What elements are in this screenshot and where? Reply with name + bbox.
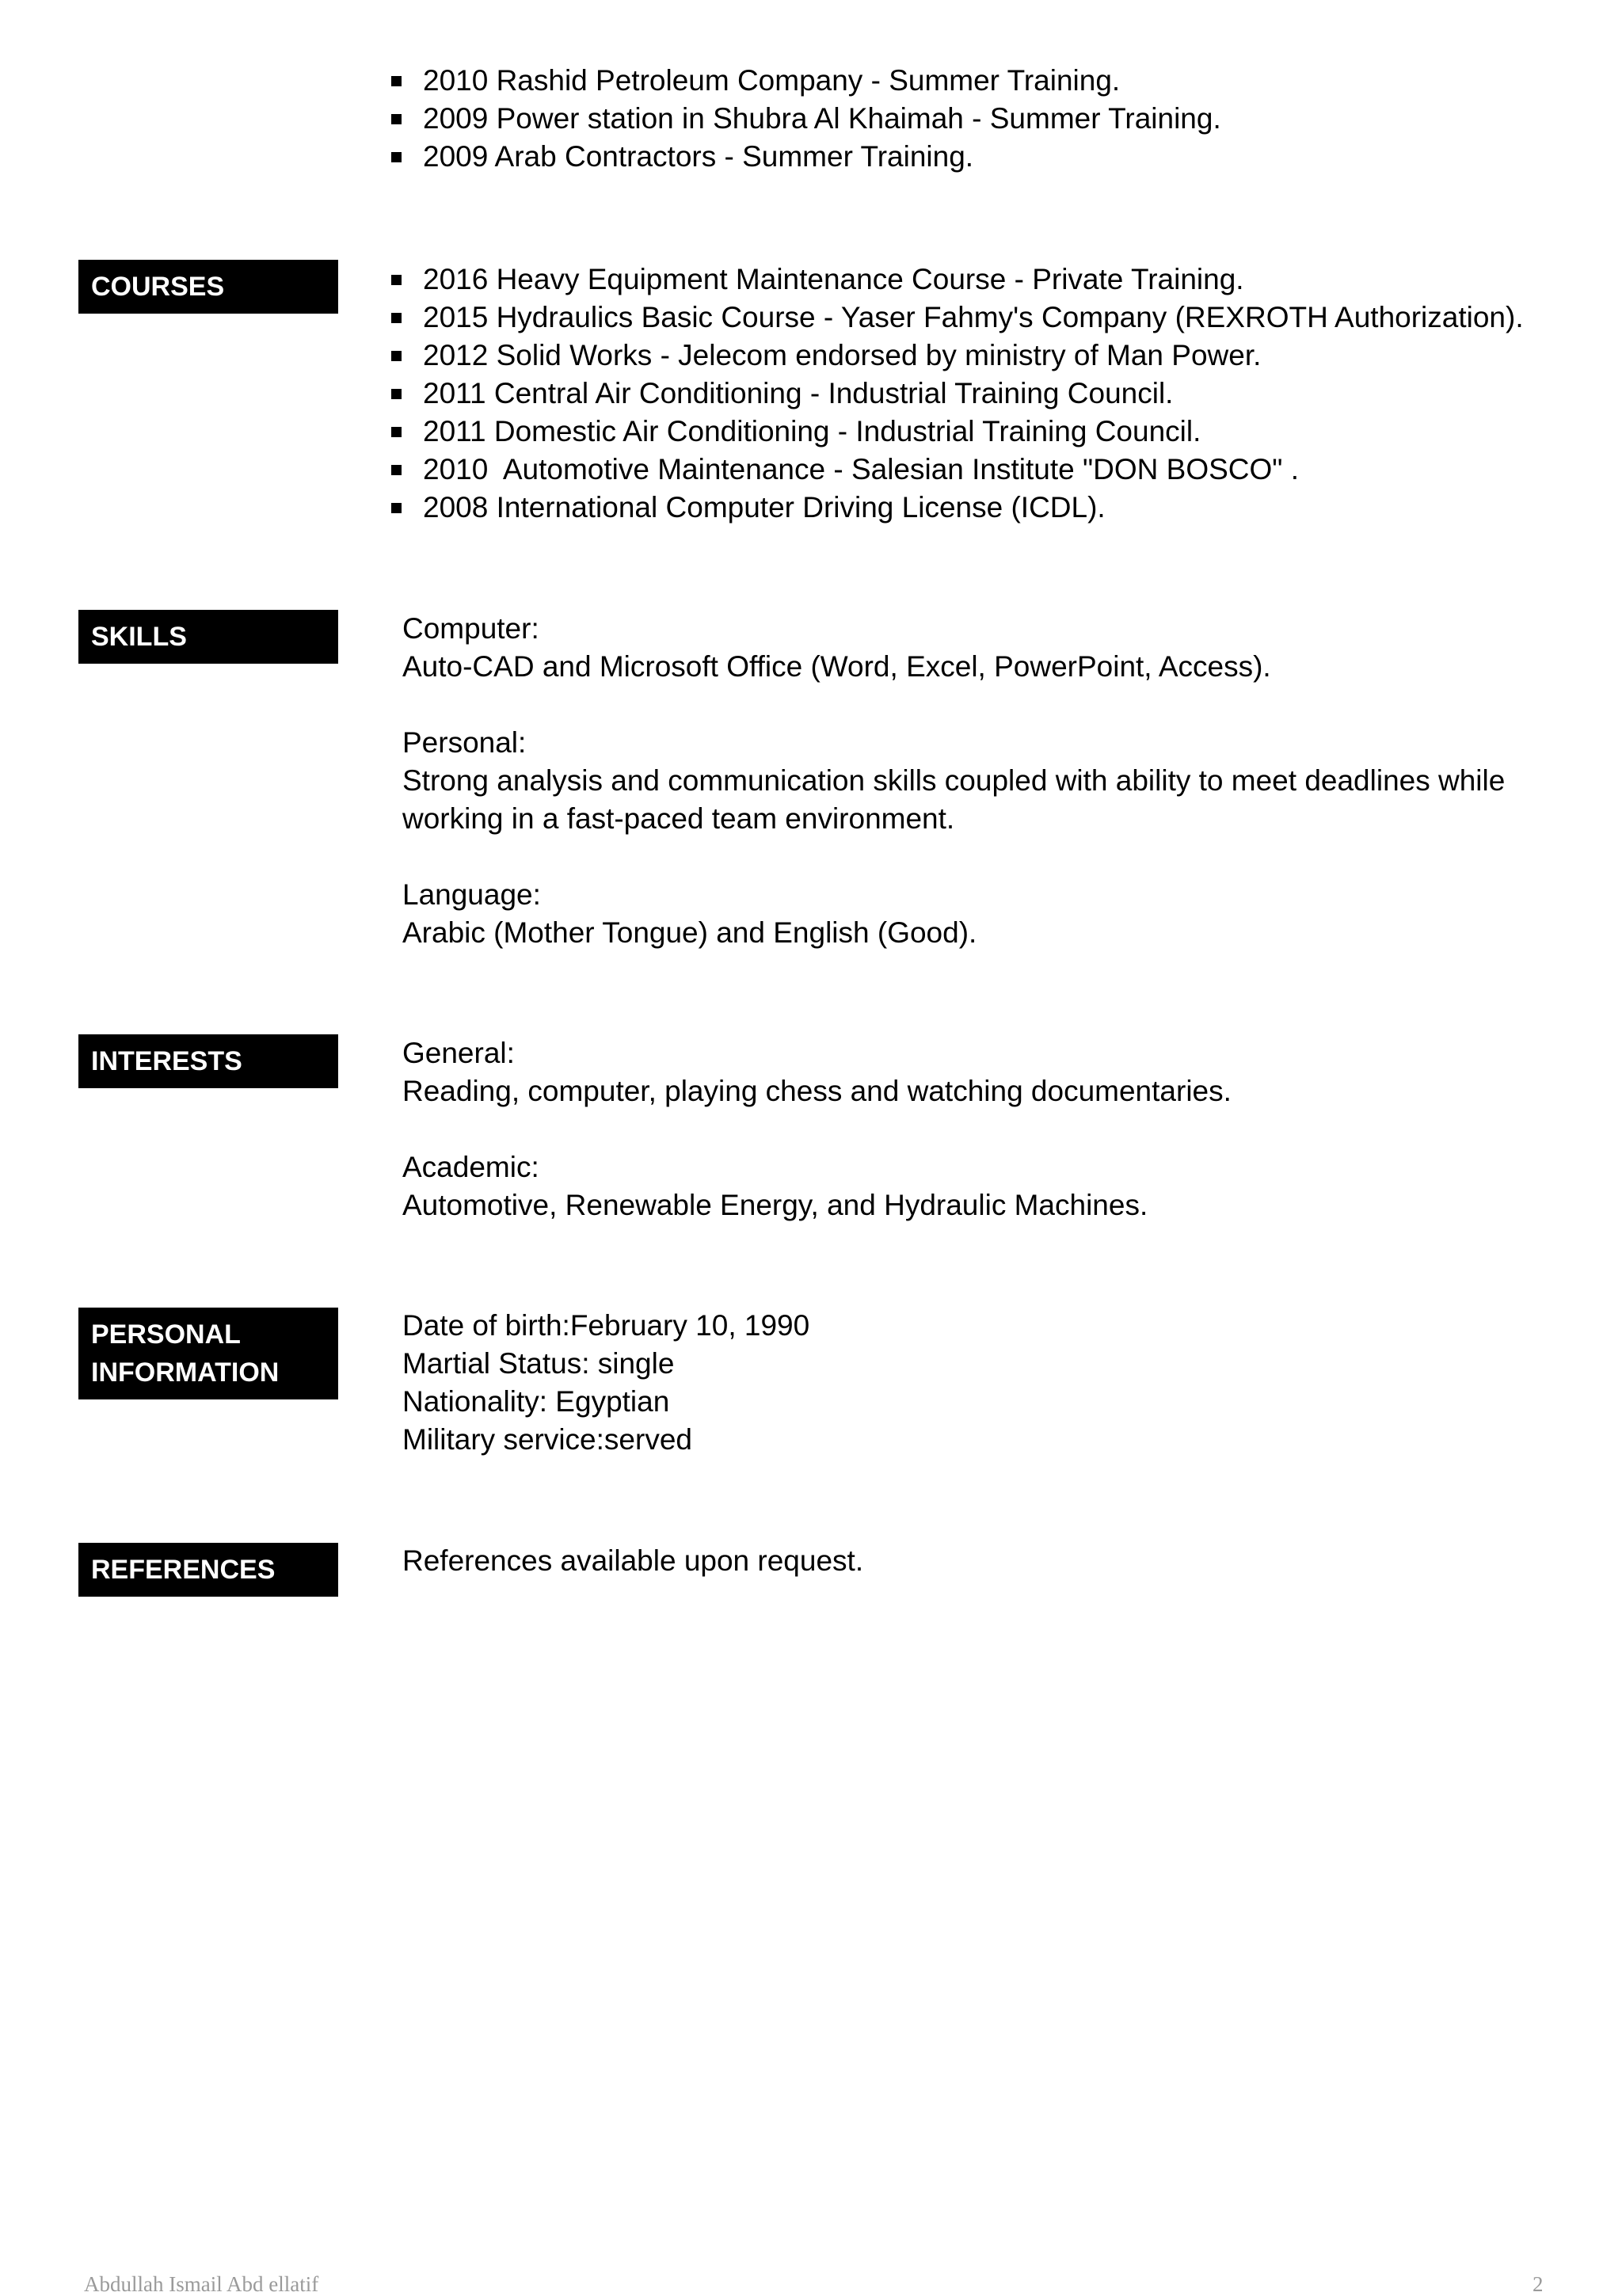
- skills-language-text: Arabic (Mother Tongue) and English (Good).: [402, 916, 977, 949]
- list-item: 2009 Power station in Shubra Al Khaimah - Summer Training.: [388, 100, 1221, 138]
- interests-general-heading: General:: [402, 1037, 515, 1069]
- references-text: References available upon request.: [402, 1544, 864, 1577]
- bullet-square-icon: [391, 76, 402, 86]
- interests-academic-heading: Academic:: [402, 1151, 539, 1183]
- skills-personal-text-2: working in a fast-paced team environment.: [402, 802, 955, 835]
- interests-heading: INTERESTS: [78, 1034, 338, 1088]
- bullet-square-icon: [391, 503, 402, 513]
- skills-language-heading: Language:: [402, 878, 541, 911]
- bullet-square-icon: [391, 351, 402, 361]
- courses-heading: COURSES: [78, 260, 338, 314]
- list-item: 2009 Arab Contractors - Summer Training.: [388, 138, 1221, 176]
- list-item: 2012 Solid Works - Jelecom endorsed by ministry of Man Power.: [388, 337, 1524, 375]
- skills-computer-heading: Computer:: [402, 612, 539, 645]
- skills-computer-text: Auto-CAD and Microsoft Office (Word, Excel, PowerPoint, Access).: [402, 650, 1271, 683]
- list-item: 2010 Rashid Petroleum Company - Summer Training.: [388, 62, 1221, 100]
- personal-information-heading: PERSONAL INFORMATION: [78, 1308, 338, 1399]
- list-item: 2011 Central Air Conditioning - Industrial Training Council.: [388, 375, 1524, 413]
- list-item: 2011 Domestic Air Conditioning - Industrial Training Council.: [388, 413, 1524, 451]
- references-heading: REFERENCES: [78, 1543, 338, 1597]
- references-content: [402, 1542, 1574, 1580]
- list-item: 2015 Hydraulics Basic Course - Yaser Fahmy's Company (REXROTH Authorization).: [388, 299, 1524, 337]
- list-item: 2008 International Computer Driving License (ICDL).: [388, 489, 1524, 527]
- skills-personal-heading: Personal:: [402, 726, 527, 759]
- list-item: 2016 Heavy Equipment Maintenance Course - Private Training.: [388, 261, 1524, 299]
- bullet-square-icon: [391, 114, 402, 124]
- date-of-birth: Date of birth:February 10, 1990: [402, 1309, 810, 1342]
- bullet-square-icon: [391, 389, 402, 399]
- personal-information-content: [402, 1307, 1574, 1459]
- interests-content: [402, 1034, 1574, 1224]
- interests-academic-text: Automotive, Renewable Energy, and Hydraulic Machines.: [402, 1189, 1148, 1221]
- interests-general-text: Reading, computer, playing chess and watching documentaries.: [402, 1075, 1232, 1107]
- marital-status: Martial Status: single: [402, 1347, 675, 1380]
- skills-heading: SKILLS: [78, 610, 338, 664]
- military-service: Military service:served: [402, 1423, 692, 1456]
- courses-list: [388, 261, 1524, 527]
- nationality: Nationality: Egyptian: [402, 1385, 670, 1418]
- bullet-square-icon: [391, 427, 402, 437]
- footer-author-name: Abdullah Ismail Abd ellatif: [84, 2272, 319, 2296]
- footer-page-number: 2: [1533, 2272, 1544, 2296]
- training-list: [388, 62, 1221, 176]
- skills-personal-text-1: Strong analysis and communication skills coupled with ability to meet deadlines while: [402, 764, 1506, 797]
- skills-content: [402, 610, 1574, 952]
- list-item: 2010 Automotive Maintenance - Salesian Institute "DON BOSCO" .: [388, 451, 1524, 489]
- bullet-square-icon: [391, 152, 402, 162]
- bullet-square-icon: [391, 465, 402, 475]
- bullet-square-icon: [391, 313, 402, 323]
- bullet-square-icon: [391, 275, 402, 285]
